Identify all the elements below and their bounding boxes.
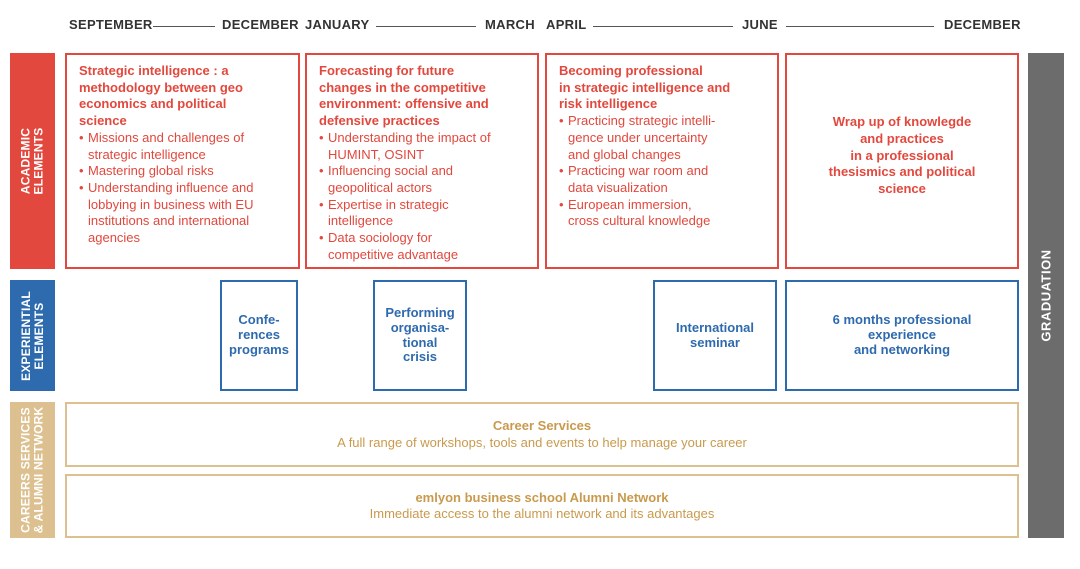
band-experiential-label: EXPERIENTIAL ELEMENTS <box>18 290 46 381</box>
band-careers <box>10 402 55 538</box>
list-item: • Influencing social and geopolitical actors <box>319 163 527 196</box>
experiential-conferences-label: Confe- rences programs <box>229 312 289 357</box>
career-services-text: A full range of workshops, tools and events to help manage your career <box>337 434 747 450</box>
list-item: • Understanding influence and lobbying in business with EU institutions and international agencies <box>79 180 288 247</box>
graduation-band <box>1028 53 1064 538</box>
timeline-connector <box>376 26 476 27</box>
list-item: • Data sociology for competitive advantage <box>319 230 527 263</box>
list-item: • European immersion, cross cultural knowledge <box>559 197 767 230</box>
timeline-label-january: JANUARY <box>305 17 370 32</box>
band-experiential <box>10 280 55 391</box>
timeline-label-december-end: DECEMBER <box>944 17 1021 32</box>
academic-box-2 <box>305 53 539 269</box>
timeline-connector <box>786 26 934 27</box>
experiential-crisis <box>373 280 467 391</box>
timeline-connector <box>153 26 215 27</box>
career-services-box <box>65 402 1019 467</box>
timeline-label-september: SEPTEMBER <box>69 17 153 32</box>
academic-box-2-title: Forecasting for future changes in the competitive environment: offensive and defensive practices <box>319 63 489 129</box>
timeline-label-april: APRIL <box>546 17 587 32</box>
experiential-professional-label: 6 months professional experience and networking <box>832 312 972 357</box>
experiential-crisis-label: Performing organisa- tional crisis <box>385 304 455 365</box>
list-item: • Practicing strategic intelli- gence under uncertainty and global changes <box>559 113 767 163</box>
timeline-label-june: JUNE <box>742 17 778 32</box>
timeline-connector <box>593 26 733 27</box>
academic-box-3-title: Becoming professional in strategic intelligence and risk intelligence <box>559 63 731 112</box>
graduation-label: GRADUATION <box>1038 249 1054 342</box>
academic-box-3-list <box>559 113 767 230</box>
band-careers-label: CAREERS SERVICES & ALUMNI NETWORK <box>18 406 46 534</box>
band-academic <box>10 53 55 269</box>
experiential-professional <box>785 280 1019 391</box>
list-item: • Expertise in strategic intelligence <box>319 197 527 230</box>
timeline-label-march: MARCH <box>485 17 535 32</box>
academic-box-2-list <box>319 130 527 264</box>
academic-box-3 <box>545 53 779 269</box>
academic-box-1-list <box>79 130 288 247</box>
experiential-conferences <box>220 280 298 391</box>
list-item: • Mastering global risks <box>79 163 288 180</box>
academic-box-4-text: Wrap up of knowlegde and practices in a professional thesismics and political science <box>828 114 976 197</box>
alumni-network-box <box>65 474 1019 538</box>
band-academic-label: ACADEMIC ELEMENTS <box>18 127 46 195</box>
career-services-title: Career Services <box>492 418 592 433</box>
experiential-seminar-label: International seminar <box>675 319 754 350</box>
alumni-network-text: Immediate access to the alumni network and its advantages <box>369 506 715 521</box>
list-item: • Missions and challenges of strategic intelligence <box>79 130 288 163</box>
academic-box-1 <box>65 53 300 269</box>
timeline-label-december: DECEMBER <box>222 17 299 32</box>
experiential-seminar <box>653 280 777 391</box>
alumni-network-title: emlyon business school Alumni Network <box>415 489 669 505</box>
list-item: • Understanding the impact of HUMINT, OSINT <box>319 130 527 163</box>
list-item: • Practicing war room and data visualization <box>559 163 767 196</box>
academic-box-1-title: Strategic intelligence : a methodology between geo economics and political science <box>79 63 243 129</box>
academic-box-4 <box>785 53 1019 269</box>
